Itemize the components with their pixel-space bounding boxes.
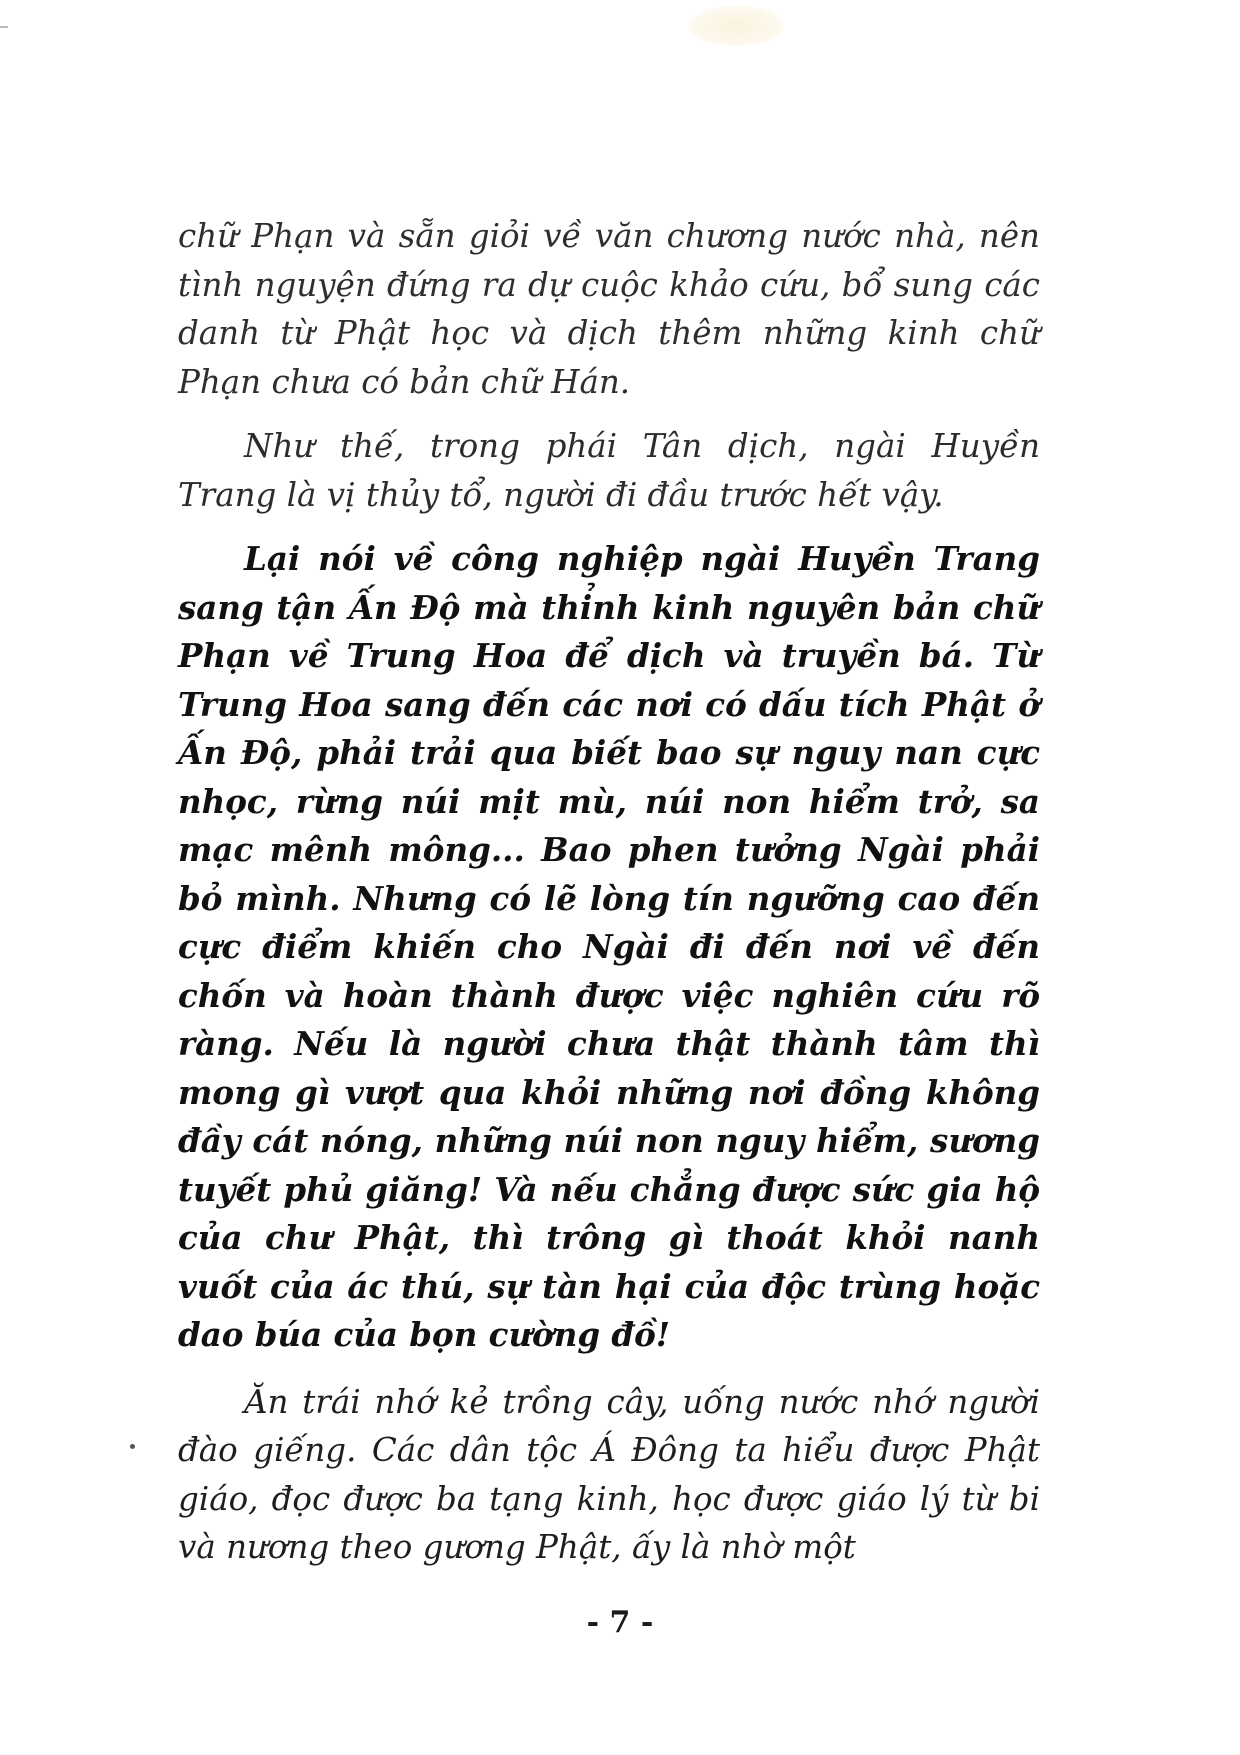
paragraph-continuation: chữ Phạn và sẵn giỏi về văn chương nước nhà, nên tình nguyện đứng ra dự cuộc khảo cứu, bổ sung các danh từ Phật học và dịch thêm những kinh chữ Phạn chưa có bản chữ Hán. xyxy=(178,217,1040,401)
paragraph-gratitude: Ăn trái nhớ kẻ trồng cây, uống nước nhớ người đào giếng. Các dân tộc Á Đông ta hiểu được Phật giáo, đọc được ba tạng kinh, học được giáo lý từ bi và nương theo gương Phật, ấy là nhờ một xyxy=(178,1382,1040,1566)
paragraph-tan-dich: Như thế, trong phái Tân dịch, ngài Huyền Trang là vị thủy tổ, người đi đầu trước hết vậy. xyxy=(178,427,1040,514)
paper-stain xyxy=(688,6,784,46)
margin-speck xyxy=(130,1444,135,1449)
page-number: - 7 - xyxy=(586,1605,654,1640)
scan-edge-mark xyxy=(0,26,8,28)
paragraph-pilgrimage: Lại nói về công nghiệp ngài Huyền Trang sang tận Ấn Độ mà thỉnh kinh nguyên bản chữ Phạn về Trung Hoa để dịch và truyền bá. Từ Trung Hoa sang đến các nơi có dấu tích Phật ở Ấn Độ, phải trải qua biết bao sự nguy nan cực nhọc, rừng núi mịt mù, núi non hiểm trở, sa mạc mênh mông... Bao phen tưởng Ngài phải bỏ mình. Nhưng có lẽ lòng tín ngưỡng cao đến cực điểm khiến cho Ngài đi đến nơi về đến chốn và hoàn thành được việc nghiên cứu rõ ràng. Nếu là người chưa thật thành tâm thì mong gì vượt qua khỏi những nơi đồng không đầy cát nóng, những núi non nguy hiểm, sương tuyết phủ giăng! Và nếu chẳng được sức gia hộ của chư Phật, thì trông gì thoát khỏi nanh vuốt của ác thú, sự tàn hại của độc trùng hoặc dao búa của bọn cường đồ! xyxy=(178,539,1040,1354)
body-text xyxy=(178,212,1040,1572)
